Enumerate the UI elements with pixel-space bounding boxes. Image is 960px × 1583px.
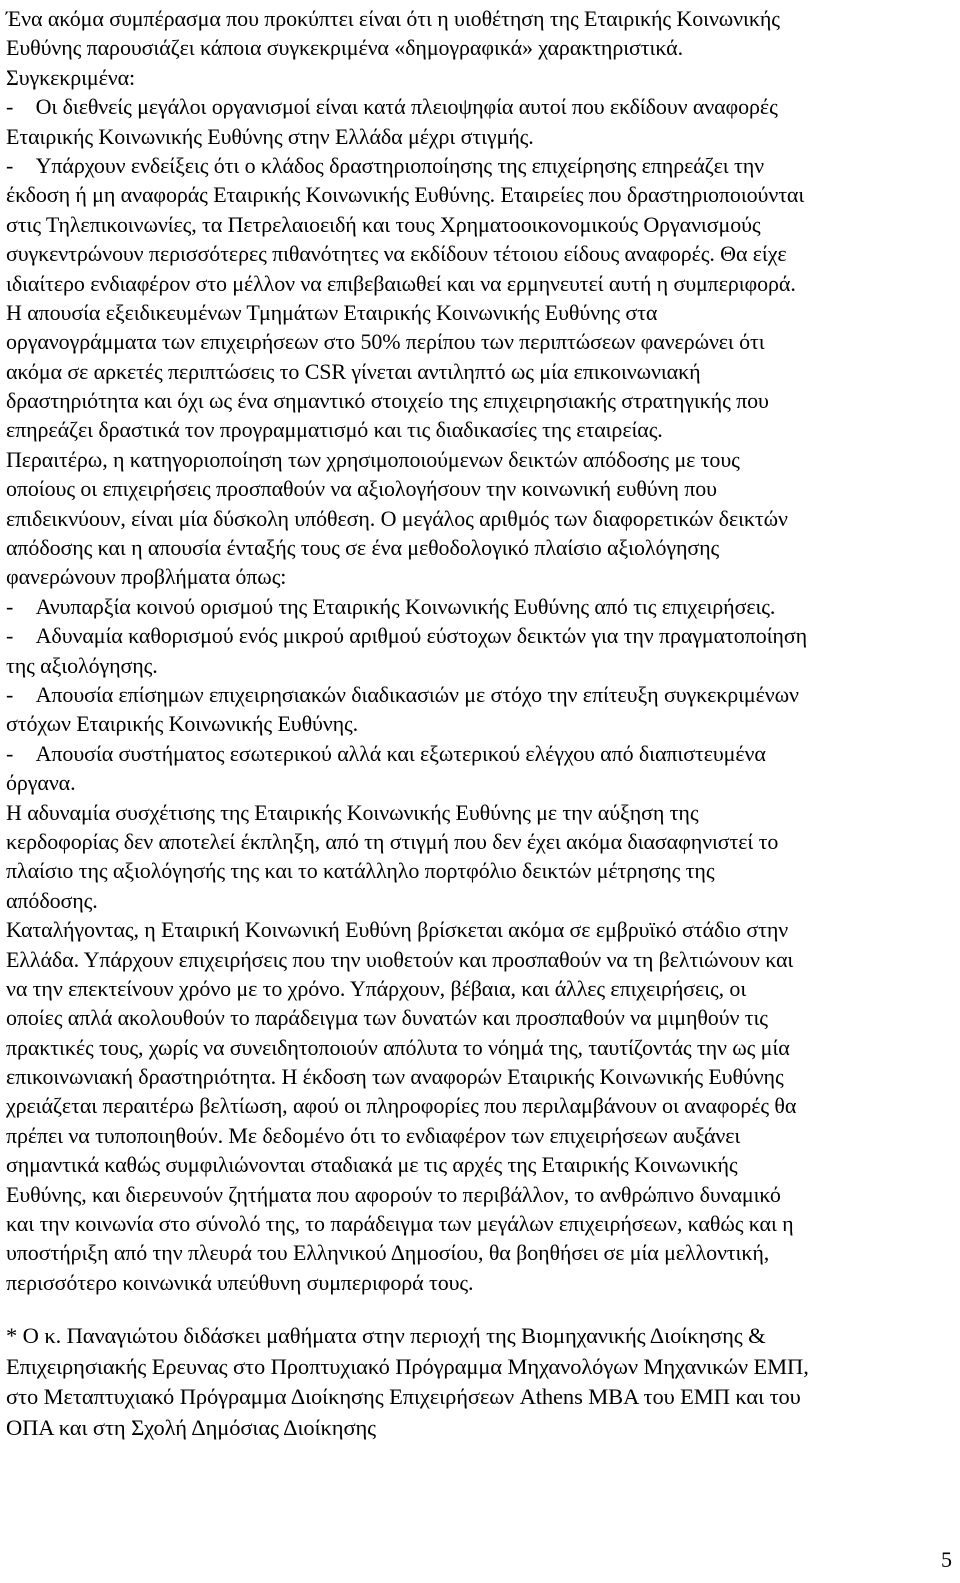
text-line: - Υπάρχουν ενδείξεις ότι ο κλάδος δραστηριοποίησης της επιχείρησης επηρεάζει την: [6, 152, 747, 178]
text-line: Ευθύνης παρουσιάζει κάποια συγκεκριμένα «δημογραφικά» χαρακτηριστικά.: [6, 35, 683, 61]
text-line: στόχων Εταιρικής Κοινωνικής Ευθύνης.: [6, 711, 359, 737]
document-page: [6, 4, 954, 1443]
footnote-spacer: [6, 1297, 954, 1321]
text-line: φανερώνουν προβλήματα όπως:: [6, 564, 287, 590]
footnote-line: Επιχειρησιακής Ερευνας στο Προπτυχιακό Πρόγραμμα Μηχανολόγων Μηχανικών ΕΜΠ,: [6, 1353, 809, 1379]
text-line: χρειάζεται περαιτέρω βελτίωση, αφού οι πληροφορίες που περιλαμβάνουν οι αναφορές θα: [6, 1093, 797, 1119]
page-number: 5: [941, 1547, 952, 1572]
text-line: οποίους οι επιχειρήσεις προσπαθούν να αξιολογήσουν την κοινωνική ευθύνη που: [6, 476, 717, 502]
text-line: δραστηριότητα και όχι ως ένα σημαντικό στοιχείο της επιχειρησιακής στρατηγικής που: [6, 388, 769, 414]
text-line: - Αδυναμία καθορισμού ενός μικρού αριθμού εύστοχων δεικτών για την πραγματοποίηση: [6, 623, 789, 649]
text-line: Ελλάδα. Υπάρχουν επιχειρήσεις που την υιοθετούν και προσπαθούν να τη βελτιώνουν και: [6, 946, 794, 972]
text-line: Η αδυναμία συσχέτισης της Εταιρικής Κοινωνικής Ευθύνης με την αύξηση της: [6, 799, 699, 825]
text-line: οργανογράμματα των επιχειρήσεων στο 50% περίπου των περιπτώσεων φανερώνει ότι: [6, 329, 765, 355]
text-line: - Απουσία επίσημων επιχειρησιακών διαδικασιών με στόχο την επίτευξη συγκεκριμένων: [6, 681, 781, 707]
body-text: [6, 4, 954, 1297]
text-line: Συγκεκριμένα:: [6, 64, 136, 90]
text-line: στις Τηλεπικοινωνίες, τα Πετρελαιοειδή και τους Χρηματοοικονομικούς Οργανισμούς: [6, 211, 761, 237]
text-line: Ευθύνης, και διερευνούν ζητήματα που αφορούν το περιβάλλον, το ανθρώπινο δυναμικό: [6, 1181, 781, 1207]
text-line: ιδιαίτερο ενδιαφέρον στο μέλλον να επιβεβαιωθεί και να ερμηνευτεί αυτή η συμπεριφορά.: [6, 270, 796, 296]
text-line: πρακτικές τους, χωρίς να συνειδητοποιούν απόλυτα το νόημά της, ταυτίζοντάς την ως μία: [6, 1034, 790, 1060]
text-line: υποστήριξη από την πλευρά του Ελληνικού Δημοσίου, θα βοηθήσει σε μία μελλοντική,: [6, 1240, 770, 1266]
text-line: - Οι διεθνείς μεγάλοι οργανισμοί είναι κατά πλειοψηφία αυτοί που εκδίδουν αναφορές: [6, 94, 761, 120]
text-line: συγκεντρώνουν περισσότερες πιθανότητες να εκδίδουν τέτοιου είδους αναφορές. Θα είχε: [6, 241, 787, 267]
text-line: απόδοσης.: [6, 887, 98, 913]
text-line: - Ανυπαρξία κοινού ορισμού της Εταιρικής Κοινωνικής Ευθύνης από τις επιχειρήσεις.: [6, 593, 758, 619]
text-line: επιδεικνύουν, είναι μία δύσκολη υπόθεση. Ο μεγάλος αριθμός των διαφορετικών δεικτών: [6, 505, 788, 531]
text-line: κερδοφορίας δεν αποτελεί έκπληξη, από τη στιγμή που δεν έχει ακόμα διασαφηνιστεί το: [6, 828, 779, 854]
text-line: απόδοσης και η απουσία ένταξής τους σε ένα μεθοδολογικό πλαίσιο αξιολόγησης: [6, 535, 720, 561]
text-line: περισσότερο κοινωνικά υπεύθυνη συμπεριφορά τους.: [6, 1269, 474, 1295]
text-line: να την επεκτείνουν χρόνο με το χρόνο. Υπάρχουν, βέβαια, και άλλες επιχειρήσεις, οι: [6, 975, 747, 1001]
text-line: ακόμα σε αρκετές περιπτώσεις το CSR γίνεται αντιληπτό ως μία επικοινωνιακή: [6, 358, 701, 384]
footnote-line: στο Μεταπτυχιακό Πρόγραμμα Διοίκησης Επιχειρήσεων Athens MBA του ΕΜΠ και του: [6, 1384, 801, 1410]
text-line: επικοινωνιακή δραστηριότητα. Η έκδοση των αναφορών Εταιρικής Κοινωνικής Ευθύνης: [6, 1064, 784, 1090]
footnote-line: ΟΠΑ και στη Σχολή Δημόσιας Διοίκησης: [6, 1414, 376, 1440]
text-line: Καταλήγοντας, η Εταιρική Κοινωνική Ευθύνη βρίσκεται ακόμα σε εμβρυϊκό στάδιο στην: [6, 917, 789, 943]
footnote: [6, 1321, 954, 1443]
text-line: οποίες απλά ακολουθούν το παράδειγμα των δυνατών και προσπαθούν να μιμηθούν τις: [6, 1005, 768, 1031]
text-line: πλαίσιο της αξιολόγησής της και το κατάλληλο πορτφόλιο δεικτών μέτρησης της: [6, 858, 715, 884]
text-line: Περαιτέρω, η κατηγοριοποίηση των χρησιμοποιούμενων δεικτών απόδοσης με τους: [6, 446, 740, 472]
text-line: επηρεάζει δραστικά τον προγραμματισμό και τις διαδικασίες της εταιρείας.: [6, 417, 663, 443]
text-line: Η απουσία εξειδικευμένων Τμημάτων Εταιρικής Κοινωνικής Ευθύνης στα: [6, 299, 658, 325]
text-line: σημαντικά καθώς συμφιλιώνονται σταδιακά με τις αρχές της Εταιρικής Κοινωνικής: [6, 1152, 738, 1178]
text-line: της αξιολόγησης.: [6, 652, 158, 678]
text-line: και την κοινωνία στο σύνολό της, το παράδειγμα των μεγάλων επιχειρήσεων, καθώς και η: [6, 1211, 794, 1237]
footnote-line: * Ο κ. Παναγιώτου διδάσκει μαθήματα στην περιοχή της Βιομηχανικής Διοίκησης &: [6, 1323, 766, 1349]
text-line: έκδοση ή μη αναφοράς Εταιρικής Κοινωνικής Ευθύνης. Εταιρείες που δραστηριοποιούνται: [6, 182, 805, 208]
text-line: - Απουσία συστήματος εσωτερικού αλλά και εξωτερικού ελέγχου από διαπιστευμένα: [6, 740, 748, 766]
text-line: πρέπει να τυποποιηθούν. Με δεδομένο ότι το ενδιαφέρον των επιχειρήσεων αυξάνει: [6, 1122, 741, 1148]
text-line: όργανα.: [6, 770, 76, 796]
text-line: Ένα ακόμα συμπέρασμα που προκύπτει είναι ότι η υιοθέτηση της Εταιρικής Κοινωνικής: [6, 6, 780, 31]
text-line: Εταιρικής Κοινωνικής Ευθύνης στην Ελλάδα μέχρι στιγμής.: [6, 123, 534, 149]
